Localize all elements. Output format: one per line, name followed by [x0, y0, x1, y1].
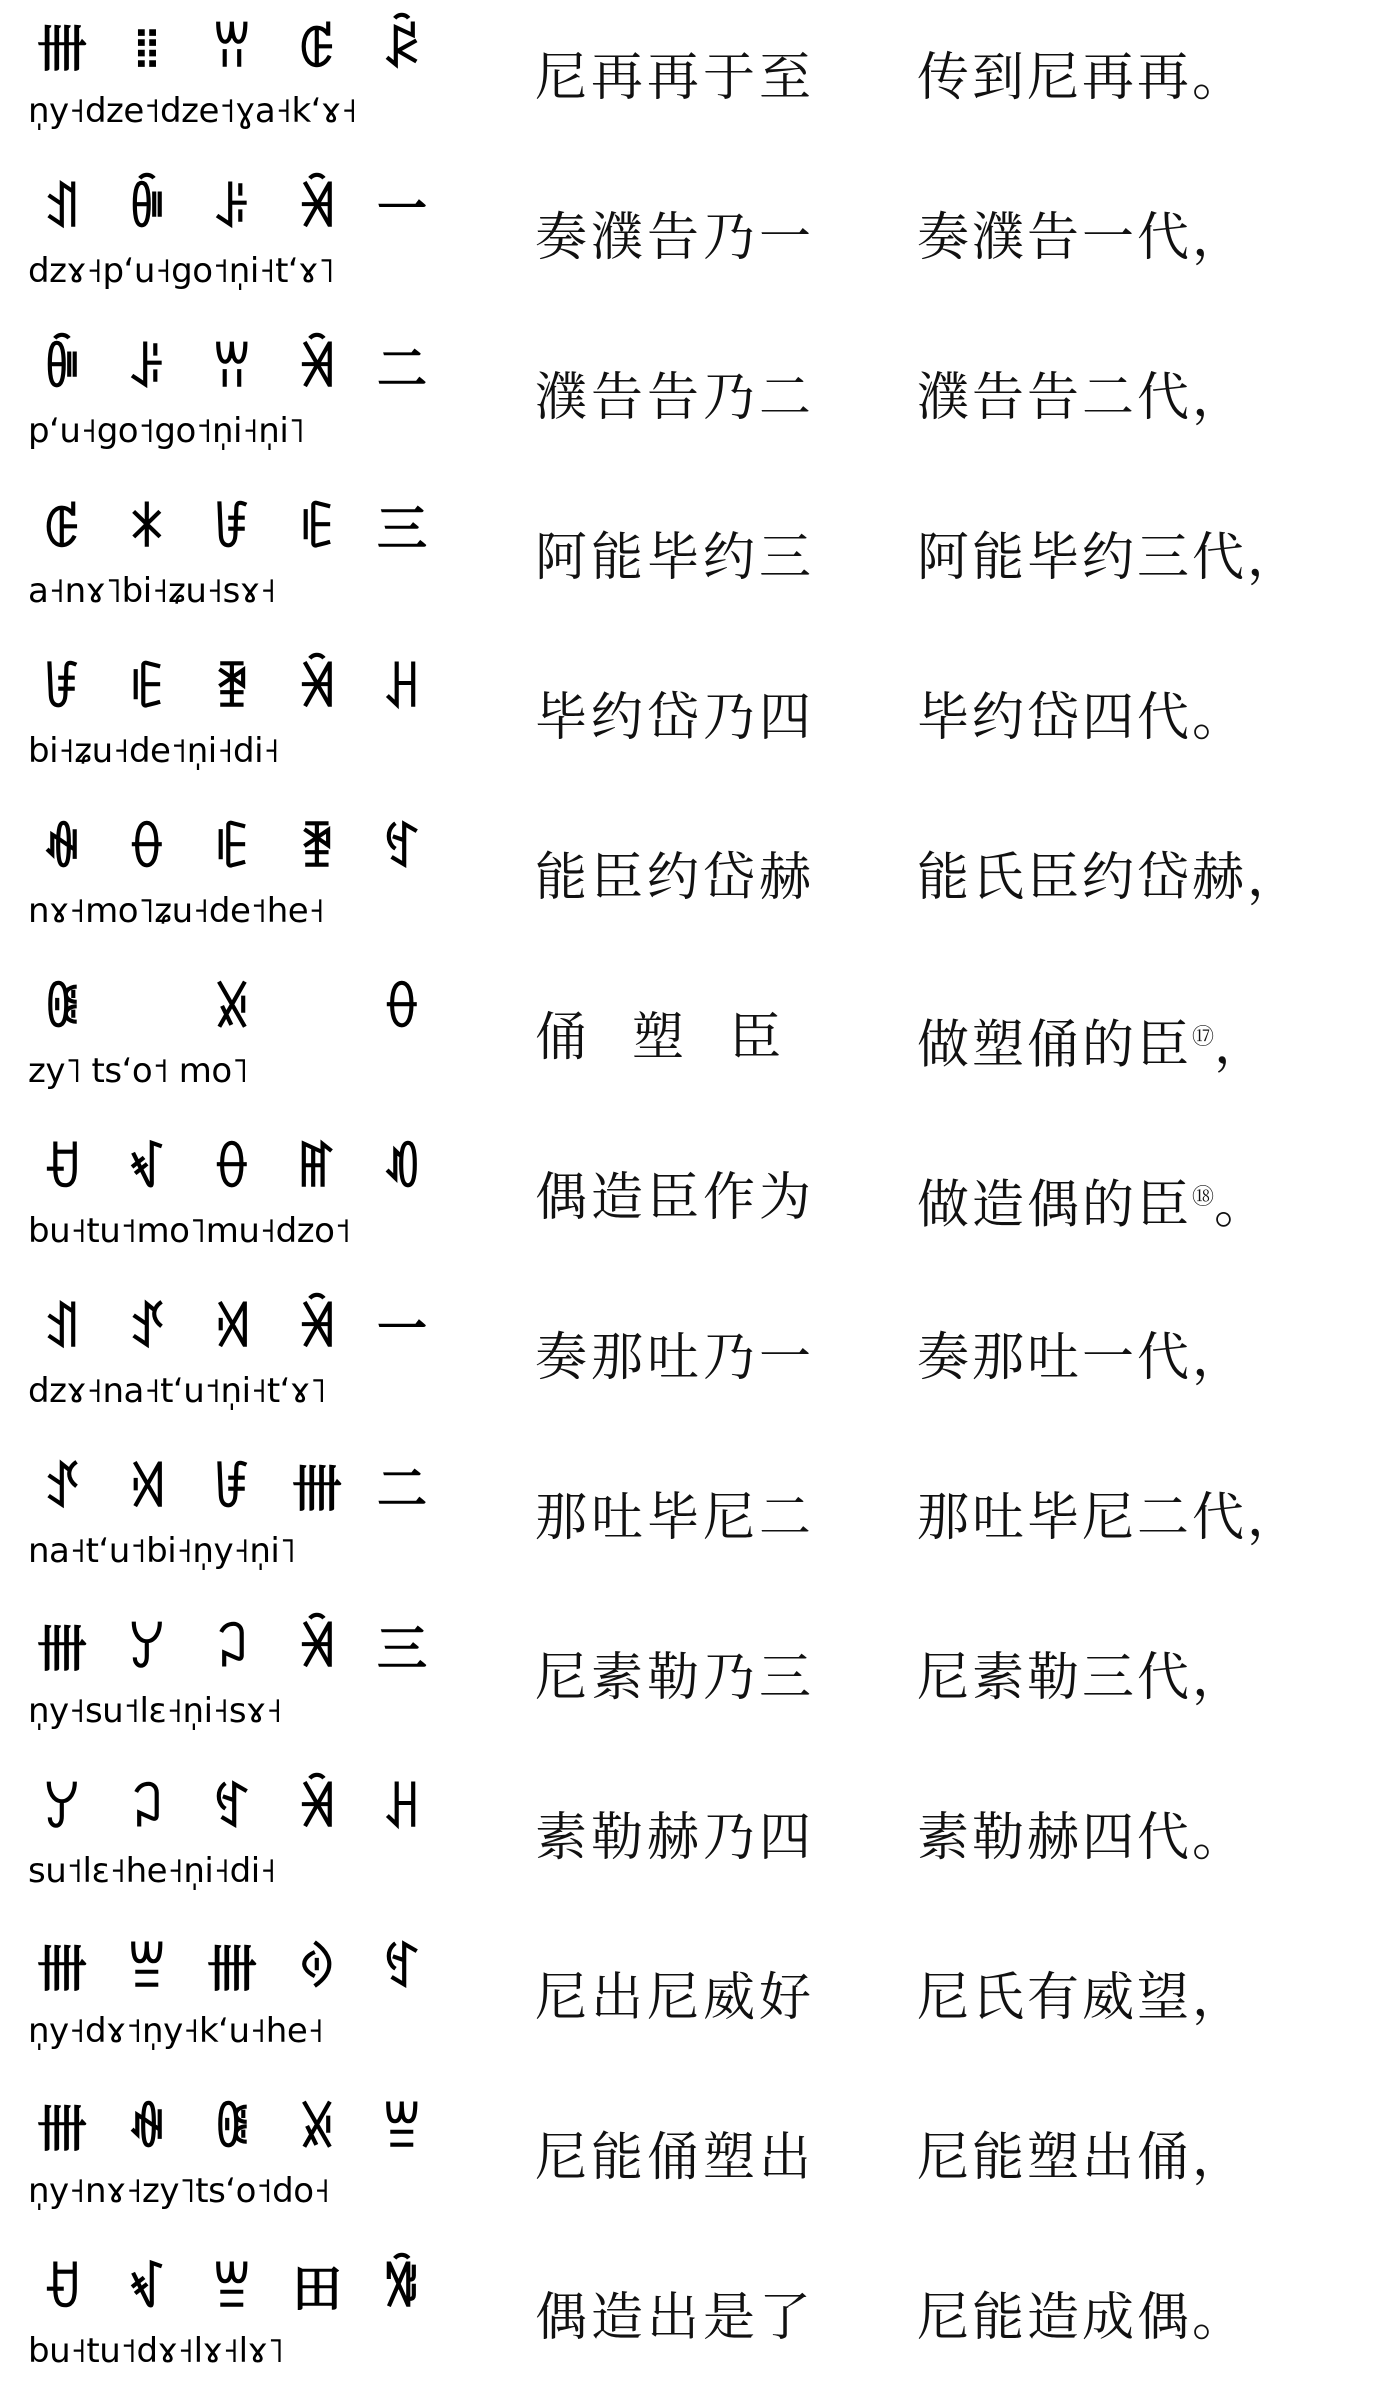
yi-glyph: ꃅ: [382, 1780, 422, 1838]
yi-script-block: [28, 1934, 458, 2084]
yi-glyph: ꃅ: [382, 660, 422, 718]
text-row: [0, 808, 1379, 968]
ipa-transcription: a˧nɤ˥bi˧ʑu˧sɤ˧: [28, 571, 276, 611]
translation: [917, 366, 1247, 430]
yi-script-line: [28, 2094, 432, 2164]
translation: [917, 1486, 1302, 1550]
yi-glyph: ꉐ: [382, 1940, 422, 1998]
text-row: [0, 1768, 1379, 1928]
yi-glyph: ꉐ: [382, 820, 422, 878]
yi-glyph: 三: [377, 1620, 427, 1678]
word-gloss: 能臣约岱赫: [535, 848, 816, 908]
yi-script-line: [28, 1934, 432, 2004]
translation-text: 奏濮告一代，: [917, 208, 1248, 268]
yi-script-block: [28, 814, 458, 964]
translation-text: 素勒赫四代。: [917, 1808, 1248, 1868]
yi-glyph: ꂷ: [127, 820, 167, 878]
yi-glyph: ꂷ: [382, 980, 422, 1038]
yi-glyph: ꌠ: [127, 340, 167, 398]
yi-script-block: [28, 2094, 458, 2244]
yi-glyph: ꂅ: [297, 20, 337, 78]
yi-script-block: [28, 1774, 458, 1924]
translation: [917, 206, 1247, 270]
yi-glyph: ꊿ: [127, 2100, 167, 2158]
yi-script-block: [28, 1134, 458, 1284]
yi-glyph: 卌: [37, 1940, 87, 1998]
yi-glyph: ꈀ: [297, 180, 337, 238]
ipa-transcription: bu˧tu˦mo˥mu˧dzo˦: [28, 1211, 351, 1251]
yi-glyph: ꃀ: [212, 1620, 252, 1678]
yi-glyph: ⦙⦙: [135, 20, 159, 78]
translation-text: 做塑俑的臣: [917, 1015, 1193, 1076]
yi-glyph: ꀀ: [42, 1140, 82, 1198]
yi-script-block: [28, 1614, 458, 1764]
yi-script-line: [28, 654, 432, 724]
translation-text: 濮告告二代，: [917, 368, 1248, 428]
text-row: [0, 328, 1379, 488]
text-row: [0, 648, 1379, 808]
yi-script-block: [28, 14, 458, 164]
text-row: [0, 968, 1379, 1128]
word-gloss: 素勒赫乃四: [535, 1808, 816, 1868]
yi-script-block: [28, 494, 458, 644]
word-gloss: 尼再再于至: [535, 48, 816, 108]
yi-glyph: ꍠ: [212, 820, 252, 878]
yi-script-line: [28, 494, 432, 564]
translation: [917, 526, 1302, 590]
yi-glyph: ꀊ: [42, 1300, 82, 1358]
yi-script-block: [28, 1454, 458, 1604]
yi-glyph: 二: [377, 340, 427, 398]
word-gloss: 阿能毕约三: [535, 528, 816, 588]
yi-glyph: ꈀ: [297, 1300, 337, 1358]
ipa-transcription: n̩y˧dɤ˦n̩y˧kʻu˧he˧: [28, 2011, 324, 2051]
text-row: [0, 168, 1379, 328]
translation: [917, 2286, 1247, 2350]
punctuation: 。: [1214, 1175, 1270, 1236]
yi-glyph: 卌: [37, 2100, 87, 2158]
yi-script-line: [28, 974, 432, 1044]
yi-glyph: ꀒ: [382, 1140, 422, 1198]
yi-glyph: ꀋ: [127, 1300, 167, 1358]
yi-glyph: ꌦ: [42, 1780, 82, 1838]
ipa-transcription: dzɤ˧pʻu˧go˦n̩i˧tʻɤ˥: [28, 251, 335, 291]
yi-glyph: 二: [377, 1460, 427, 1518]
yi-glyph: ꈀ: [297, 1620, 337, 1678]
yi-script-block: [28, 974, 458, 1124]
translation-text: 尼素勒三代，: [917, 1648, 1248, 1708]
text-row: [0, 8, 1379, 168]
yi-glyph: 卌: [37, 20, 87, 78]
text-row: [0, 488, 1379, 648]
yi-glyph: ꉐ: [212, 1780, 252, 1838]
ipa-transcription: n̩y˧nɤ˧zy˥tsʻo˦do˧: [28, 2171, 330, 2211]
yi-glyph: ꊉ: [297, 2100, 337, 2158]
yi-script-line: [28, 1294, 432, 1364]
translation: [917, 1166, 1269, 1237]
translation-text: 尼氏有威望，: [917, 1968, 1248, 2028]
yi-glyph: ꌠ: [212, 180, 252, 238]
yi-script-line: [28, 174, 432, 244]
text-row: [0, 1928, 1379, 2088]
footnote-marker: ⑱: [1192, 1185, 1215, 1210]
yi-glyph: ꊉ: [212, 980, 252, 1038]
word-gloss: 尼出尼威好: [535, 1968, 816, 2028]
ipa-transcription: su˦lɛ˧he˧n̩i˧di˧: [28, 1851, 276, 1891]
translation-text: 能氏臣约岱赫，: [917, 848, 1303, 908]
word-gloss: 奏那吐乃一: [535, 1328, 816, 1388]
yi-script-line: [28, 814, 432, 884]
yi-script-line: [28, 1134, 432, 1204]
ipa-transcription: bu˧tu˦dɤ˧lɤ˧lɤ˥: [28, 2331, 284, 2371]
word-gloss: 濮告告乃二: [535, 368, 816, 428]
yi-glyph: ꈀ: [297, 1780, 337, 1838]
yi-glyph: ꀼ: [127, 180, 167, 238]
yi-glyph: ꊦ: [382, 2260, 422, 2318]
yi-glyph: ꍆ: [212, 2100, 252, 2158]
word-gloss: 偶造出是了: [535, 2288, 816, 2348]
yi-glyph: ꍠ: [127, 660, 167, 718]
yi-glyph: ꂅ: [42, 500, 82, 558]
yi-glyph: ꍆ: [42, 980, 82, 1038]
word-gloss: 那吐毕尼二: [535, 1488, 816, 1548]
yi-script-block: [28, 1294, 458, 1444]
ipa-transcription: dzɤ˧na˧tʻu˦n̩i˧tʻɤ˥: [28, 1371, 326, 1411]
text-row: [0, 2248, 1379, 2408]
translation: [917, 1806, 1247, 1870]
yi-script-line: [28, 1614, 432, 1684]
translation: [917, 46, 1247, 110]
yi-glyph: 三: [377, 500, 427, 558]
translation: [917, 846, 1302, 910]
translation: [917, 1646, 1247, 1710]
text-row: [0, 1128, 1379, 1288]
yi-glyph: ꁘ: [127, 500, 167, 558]
translation: [917, 686, 1247, 750]
yi-glyph: ꁡ: [127, 1940, 167, 1998]
yi-script-block: [28, 2254, 458, 2404]
yi-glyph: ꃴ: [127, 2260, 167, 2318]
yi-glyph: ꀱ: [42, 660, 82, 718]
translation: [917, 2126, 1247, 2190]
translation-text: 那吐毕尼二代，: [917, 1488, 1303, 1548]
ipa-transcription: na˧tʻu˦bi˧n̩y˧n̩i˥: [28, 1531, 296, 1571]
word-gloss: 奏濮告乃一: [535, 208, 816, 268]
text-rows: [0, 8, 1379, 2408]
yi-script-block: [28, 334, 458, 484]
yi-glyph: 卌: [292, 1460, 342, 1518]
yi-glyph: ꁡ: [382, 2100, 422, 2158]
yi-script-line: [28, 2254, 432, 2324]
footnote-marker: ⑰: [1192, 1025, 1215, 1050]
yi-glyph: ꀱ: [212, 1460, 252, 1518]
ipa-transcription: zy˥ tsʻo˦ mo˥: [28, 1051, 248, 1091]
yi-glyph: ꈀ: [297, 340, 337, 398]
translation-text: 传到尼再再。: [917, 48, 1248, 108]
yi-script-line: [28, 1454, 432, 1524]
translation-text: 毕约岱四代。: [917, 688, 1248, 748]
translation: [917, 1966, 1247, 2030]
text-row: [0, 2088, 1379, 2248]
yi-glyph: ꀊ: [42, 180, 82, 238]
word-gloss: 毕约岱乃四: [535, 688, 816, 748]
word-gloss: 偶造臣作为: [535, 1168, 816, 1228]
word-gloss: 尼能俑塑出: [535, 2128, 816, 2188]
yi-glyph: ꍠ: [297, 500, 337, 558]
yi-glyph: ꎍ: [297, 1940, 337, 1998]
yi-glyph: 一: [377, 180, 427, 238]
yi-script-line: [28, 334, 432, 404]
ipa-transcription: bi˧ʑu˧de˦n̩i˧di˧: [28, 731, 280, 771]
yi-glyph: ꀋ: [42, 1460, 82, 1518]
text-row: [0, 1608, 1379, 1768]
yi-glyph: ꊿ: [42, 820, 82, 878]
translation: [917, 1326, 1247, 1390]
yi-script-block: [28, 174, 458, 324]
yi-glyph: ꄉ: [127, 1460, 167, 1518]
translation-text: 做造偶的臣: [917, 1175, 1193, 1236]
text-row: [0, 1288, 1379, 1448]
yi-glyph: ꂯ: [382, 20, 422, 78]
yi-glyph: ꄿ: [297, 820, 337, 878]
translation: [917, 1006, 1269, 1077]
yi-glyph: ꀀ: [42, 2260, 82, 2318]
yi-glyph: 卌: [37, 1620, 87, 1678]
yi-glyph: 一: [377, 1300, 427, 1358]
yi-glyph: ꀕ: [212, 340, 252, 398]
ipa-transcription: pʻu˧go˦go˦n̩i˧n̩i˥: [28, 411, 305, 451]
text-row: [0, 1448, 1379, 1608]
yi-script-line: [28, 14, 432, 84]
yi-glyph: ꄿ: [212, 660, 252, 718]
yi-glyph: ꀱ: [212, 500, 252, 558]
yi-glyph: ꂵ: [297, 1140, 337, 1198]
translation-text: 阿能毕约三代，: [917, 528, 1303, 588]
yi-glyph: ꀕ: [212, 20, 252, 78]
translation-text: 尼能塑出俑，: [917, 2128, 1248, 2188]
yi-glyph: ꄉ: [212, 1300, 252, 1358]
yi-glyph: ꂷ: [212, 1140, 252, 1198]
yi-glyph: ꀼ: [42, 340, 82, 398]
translation-text: 尼能造成偶。: [917, 2288, 1248, 2348]
word-gloss: 俑 塑 臣: [535, 1008, 786, 1068]
punctuation: ，: [1214, 1015, 1270, 1076]
yi-glyph: ꈀ: [297, 660, 337, 718]
yi-script-block: [28, 654, 458, 804]
word-gloss: 尼素勒乃三: [535, 1648, 816, 1708]
yi-glyph: ꃴ: [127, 1140, 167, 1198]
yi-glyph: 卌: [207, 1940, 257, 1998]
ipa-transcription: n̩y˧su˦lɛ˧n̩i˧sɤ˧: [28, 1691, 283, 1731]
ipa-transcription: nɤ˧mo˥ʑu˧de˦he˧: [28, 891, 325, 931]
yi-glyph: ꌦ: [127, 1620, 167, 1678]
translation-text: 奏那吐一代，: [917, 1328, 1248, 1388]
yi-glyph: 田: [292, 2260, 342, 2318]
yi-script-line: [28, 1774, 432, 1844]
yi-glyph: ꁡ: [212, 2260, 252, 2318]
ipa-transcription: n̩y˧dze˦dze˦ɣa˧kʻɤ˧: [28, 91, 358, 131]
yi-glyph: ꃀ: [127, 1780, 167, 1838]
